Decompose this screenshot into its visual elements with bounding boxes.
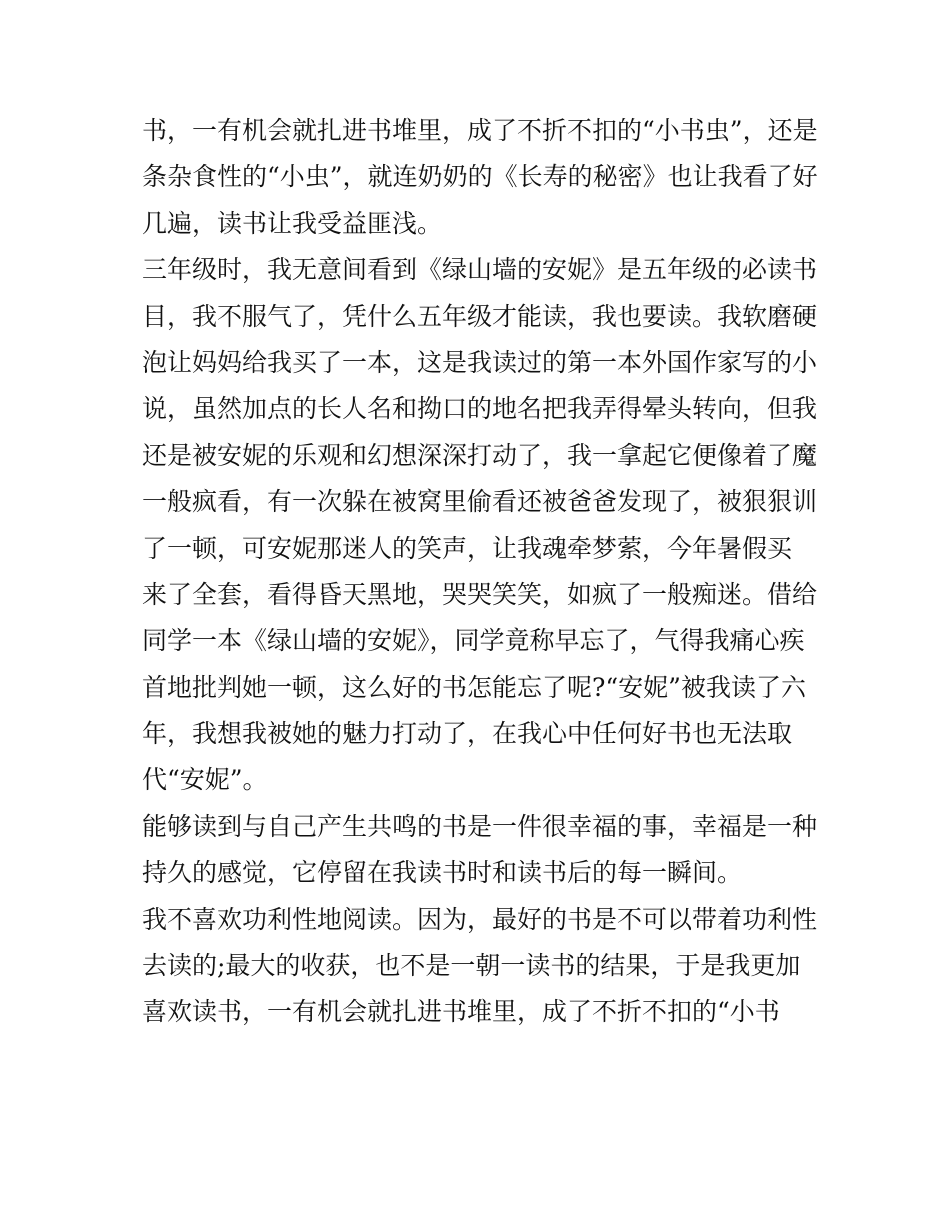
text-line: 条杂食性的“小虫”，就连奶奶的《长寿的秘密》也让我看了好 xyxy=(142,162,818,192)
text-line: 一般疯看，有一次躲在被窝里偷看还被爸爸发现了，被狠狠训 xyxy=(142,487,818,517)
text-line: 书，一有机会就扎进书堆里，成了不折不扣的“小书虫”，还是 xyxy=(142,116,818,145)
text-line: 来了全套，看得昏天黑地，哭哭笑笑，如疯了一般痴迷。借给 xyxy=(142,579,818,609)
text-line: 泡让妈妈给我买了一本，这是我读过的第一本外国作家写的小 xyxy=(142,347,818,377)
text-line: 去读的;最大的收获，也不是一朝一读书的结果，于是我更加 xyxy=(142,951,801,981)
text-line: 首地批判她一顿，这么好的书怎能忘了呢?“安妮”被我读了六 xyxy=(142,672,806,702)
text-line: 喜欢读书，一有机会就扎进书堆里，成了不折不扣的“小书 xyxy=(142,997,780,1027)
text-line: 目，我不服气了，凭什么五年级才能读，我也要读。我软磨硬 xyxy=(142,301,818,331)
text-line: 说，虽然加点的长人名和拗口的地名把我弄得晕头转向，但我 xyxy=(142,394,818,424)
text-line: 年，我想我被她的魅力打动了，在我心中任何好书也无法取 xyxy=(142,719,793,749)
text-line: 还是被安妮的乐观和幻想深深打动了，我一拿起它便像着了魔 xyxy=(142,440,818,470)
text-line: 同学一本《绿山墙的安妮》，同学竟称早忘了，气得我痛心疾 xyxy=(142,626,805,656)
text-line: 三年级时，我无意间看到《绿山墙的安妮》是五年级的必读书 xyxy=(142,255,818,285)
body-text xyxy=(142,108,818,1036)
text-line: 几遍，读书让我受益匪浅。 xyxy=(142,208,443,238)
text-line: 我不喜欢功利性地阅读。因为，最好的书是不可以带着功利性 xyxy=(142,904,818,934)
text-line: 了一顿，可安妮那迷人的笑声，让我魂牵梦萦，今年暑假买 xyxy=(142,533,793,563)
text-line: 能够读到与自己产生共鸣的书是一件很幸福的事，幸福是一种 xyxy=(142,811,818,841)
text-line: 代“安妮”。 xyxy=(142,765,268,795)
text-line: 持久的感觉，它停留在我读书时和读书后的每一瞬间。 xyxy=(142,858,743,888)
